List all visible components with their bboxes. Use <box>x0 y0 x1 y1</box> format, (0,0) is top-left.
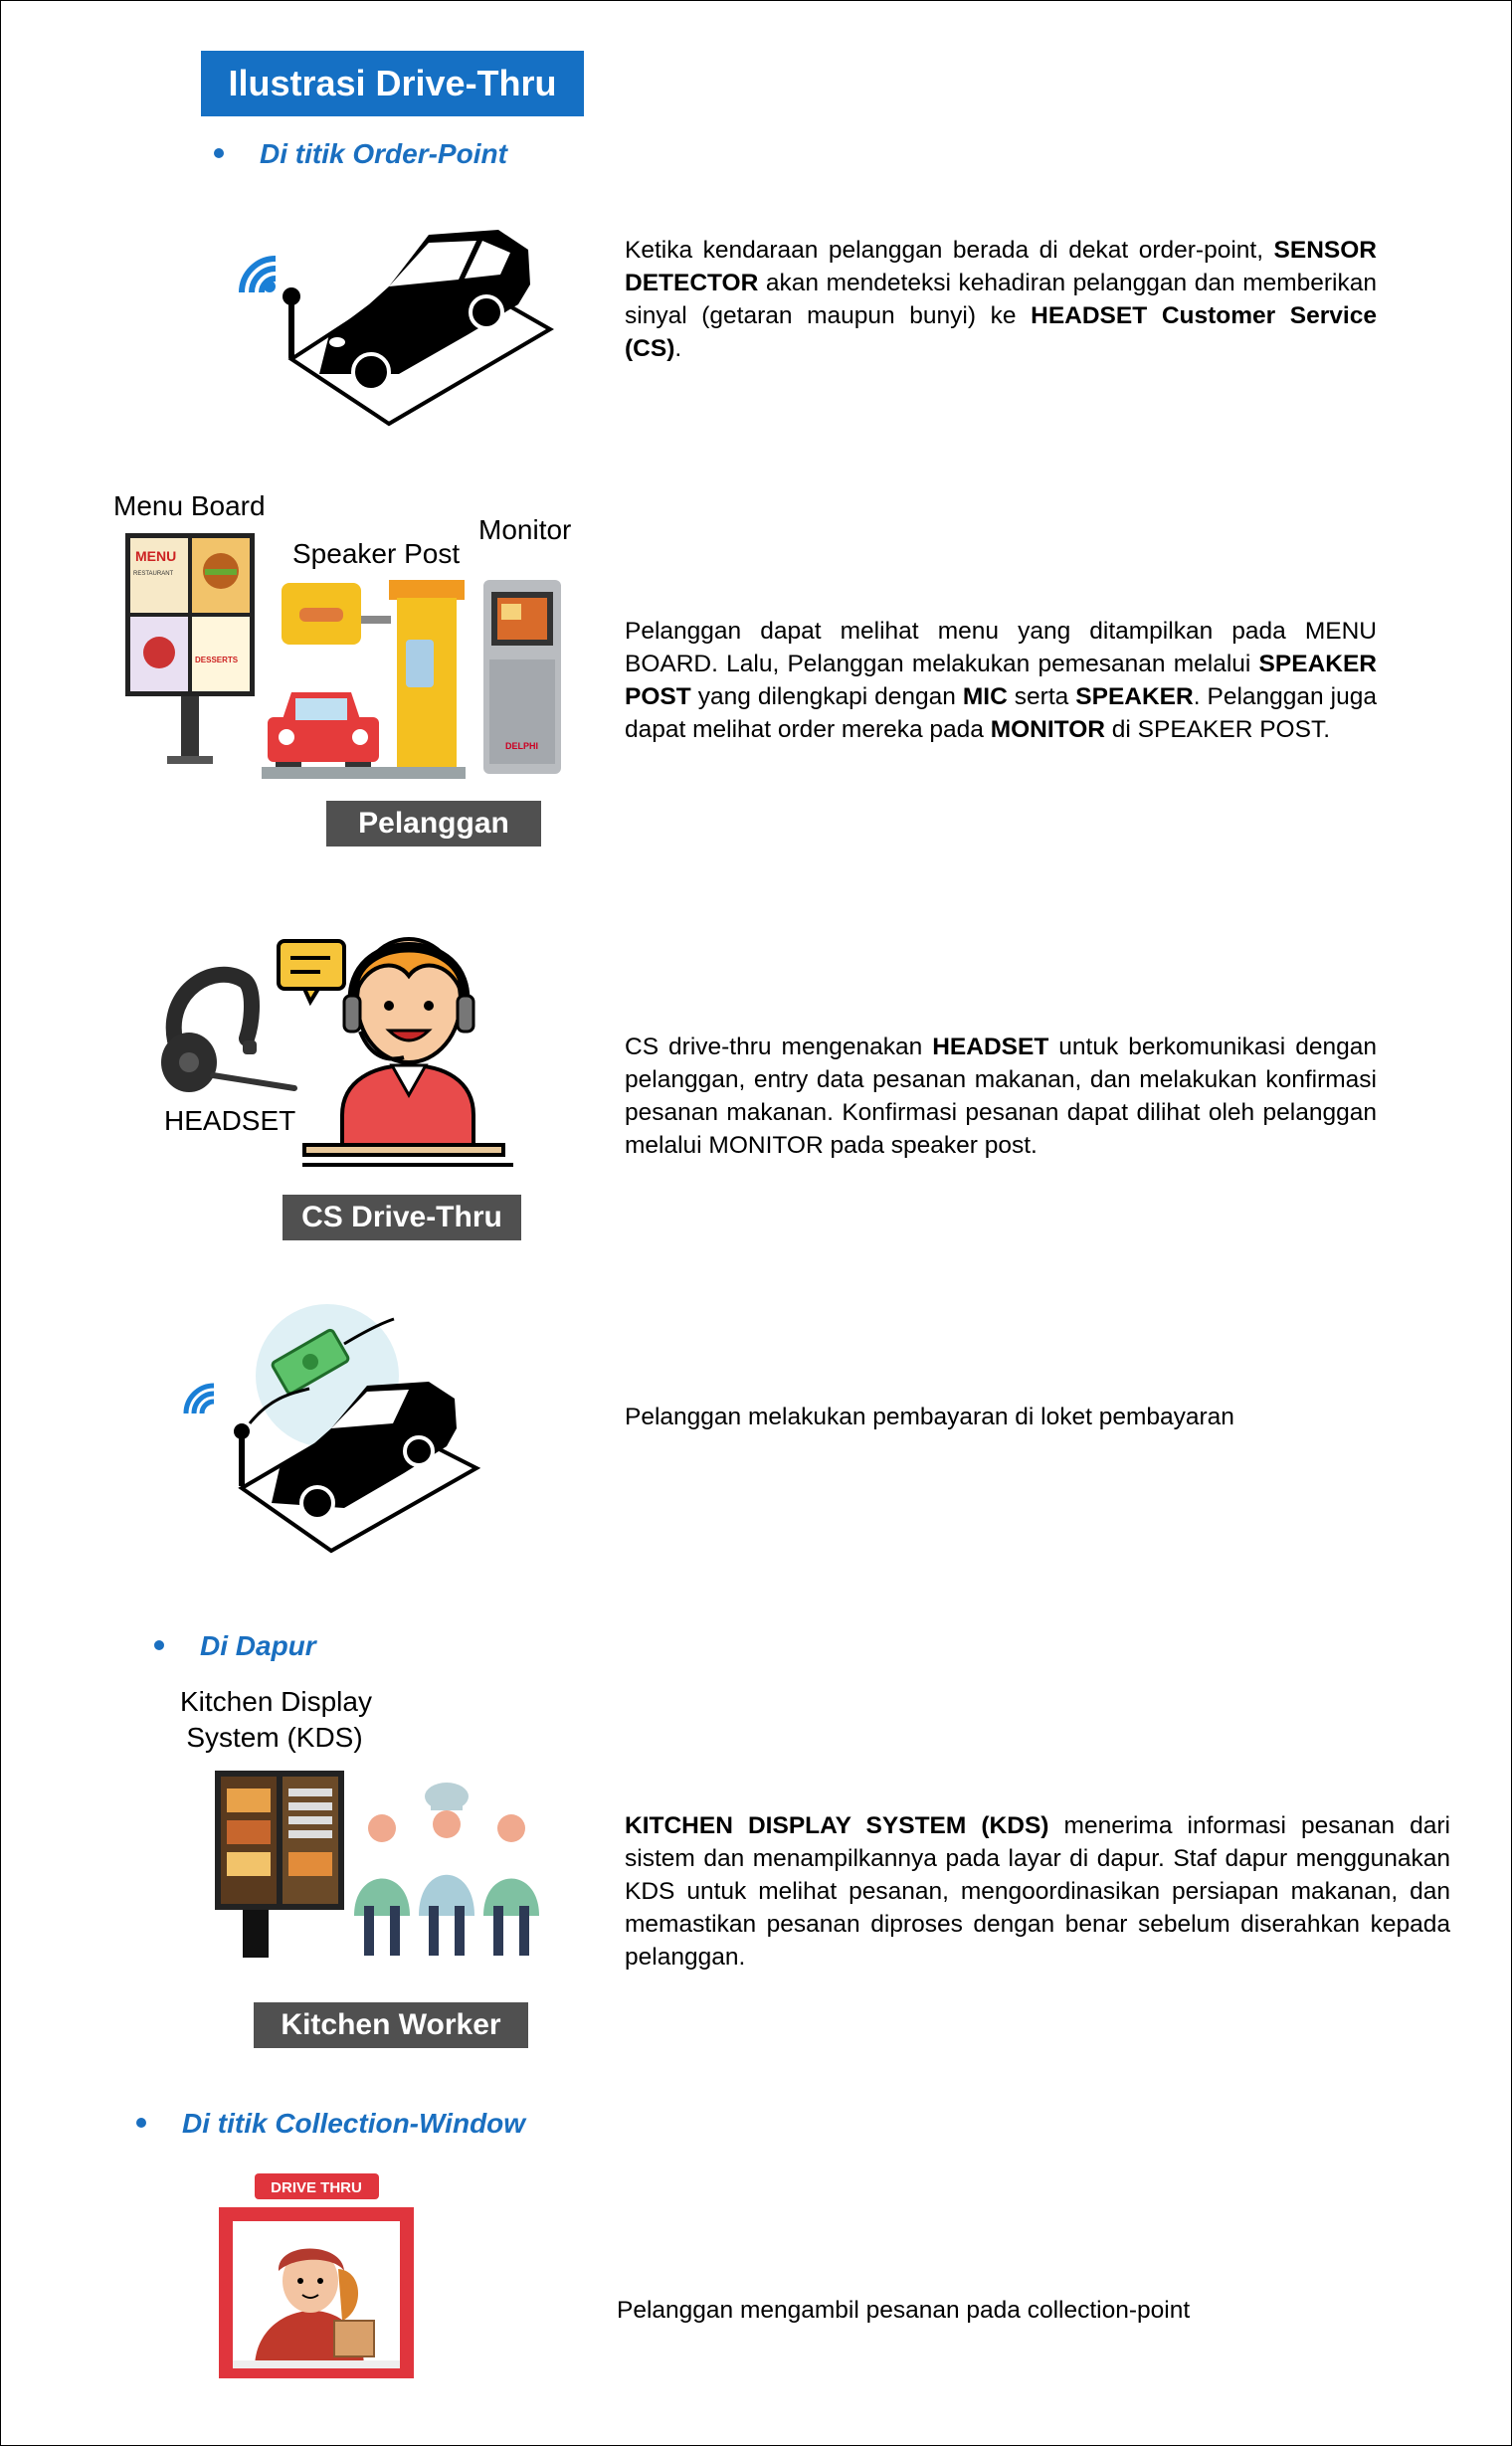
label-speaker-post: Speaker Post <box>292 538 461 569</box>
menu-board-illustration <box>125 533 260 770</box>
label-menu-board: Menu Board <box>113 490 266 521</box>
payment-illustration <box>180 1304 483 1553</box>
cs-paragraph: CS drive-thru mengenakan HEADSET untuk berkomunikasi dengan pelanggan, entry data pesanan makanan, dan melakukan konfirmasi pesanan makanan. Konfirmasi pesanan dapat dilihat oleh pelanggan melalui MONITOR pada speaker post. <box>625 1034 1377 1159</box>
cs-operator-illustration <box>275 916 518 1175</box>
tag-cs-drive-thru: CS Drive-Thru <box>283 1195 521 1240</box>
label-monitor: Monitor <box>478 514 572 545</box>
chat-icon <box>279 941 344 1002</box>
section-heading-dapur <box>154 1630 316 1662</box>
tag-pelanggan: Pelanggan <box>326 801 541 847</box>
bullet-dot <box>154 1640 164 1650</box>
speaker-post-illustration <box>262 578 466 782</box>
svg-text:DRIVE THRU: DRIVE THRU <box>271 2179 362 2196</box>
section-heading-text: Di Dapur <box>200 1630 316 1661</box>
label-kds-line2: System (KDS) <box>186 1722 363 1753</box>
section-heading-text: Di titik Collection-Window <box>182 2108 526 2139</box>
svg-text:DELPHI: DELPHI <box>505 741 539 751</box>
label-headset: HEADSET <box>164 1105 296 1136</box>
wifi-icon <box>186 1386 214 1413</box>
section-heading-text: Di titik Order-Point <box>260 138 507 169</box>
label-kds-line1: Kitchen Display <box>180 1686 372 1717</box>
payment-paragraph: Pelanggan melakukan pembayaran di loket pembayaran <box>625 1404 1234 1430</box>
menu-paragraph: Pelanggan dapat melihat menu yang ditampilkan pada MENU BOARD. Lalu, Pelanggan melakukan pemesanan melalui SPEAKER POST yang dilengkapi dengan MIC serta SPEAKER. Pelanggan juga dapat melihat order mereka pada MONITOR di SPEAKER POST. <box>625 618 1377 743</box>
svg-text:DESSERTS: DESSERTS <box>195 656 239 664</box>
collection-paragraph: Pelanggan mengambil pesanan pada collection-point <box>617 2297 1191 2324</box>
section-heading-collection <box>136 2108 525 2140</box>
section-heading-order-point <box>214 138 507 170</box>
bullet-dot <box>136 2118 146 2128</box>
page-title: Ilustrasi Drive-Thru <box>201 51 584 116</box>
sensor-paragraph: Ketika kendaraan pelanggan berada di dekat order-point, SENSOR DETECTOR akan mendeteksi kehadiran pelanggan dan memberikan sinyal (getaran maupun bunyi) ke HEADSET Customer Service (CS). <box>625 237 1377 362</box>
bullet-dot <box>214 148 224 158</box>
collection-window-illustration <box>215 2171 419 2380</box>
chef-hat-icon <box>425 1783 469 1810</box>
car-icon <box>319 230 530 390</box>
kds-paragraph: KITCHEN DISPLAY SYSTEM (KDS) menerima informasi pesanan dari sistem dan menampilkannya pada layar di dapur. Staf dapur menggunakan KDS untuk melihat pesanan, mengoordinasikan persiapan makanan, dan memastikan pesanan diproses dengan benar sebelum diserahkan kepada pelanggan. <box>625 1812 1450 1971</box>
car-sensor-illustration <box>220 225 558 434</box>
monitor-illustration <box>479 580 564 779</box>
kds-illustration <box>215 1767 548 1966</box>
svg-text:MENU: MENU <box>135 548 177 564</box>
tag-kitchen-worker: Kitchen Worker <box>254 2002 528 2048</box>
svg-text:RESTAURANT: RESTAURANT <box>133 571 174 577</box>
wifi-icon <box>242 259 276 292</box>
